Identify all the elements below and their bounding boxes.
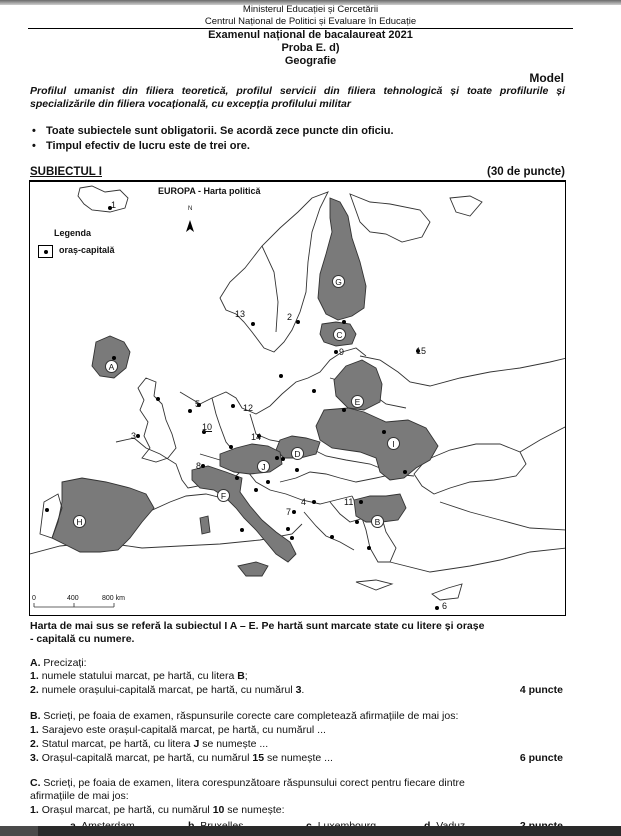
state-G-finland <box>318 198 366 320</box>
city-label-4: 4 <box>301 497 307 507</box>
center-name: Centrul Național de Politici și Evaluare în Educație <box>204 16 417 27</box>
state-marker-D: D <box>291 447 304 460</box>
viewer-bottom-bar <box>0 826 621 836</box>
state-marker-A: A <box>105 360 118 373</box>
part-b-item-3: 3. Orașul-capitală marcat, pe hartă, cu numărul 15 se numește ... <box>30 752 333 764</box>
iceland-outline <box>78 186 128 212</box>
section-title: SUBIECTUL I <box>30 166 102 178</box>
part-c-instruction-line2: afirmațiile de mai jos: <box>30 790 129 802</box>
state-marker-J: J <box>257 460 270 473</box>
rules-list <box>30 124 570 154</box>
city-label-10: 10 <box>202 422 213 432</box>
rule-item: • Timpul efectiv de lucru este de trei ore. <box>30 139 570 154</box>
cyprus-outline <box>432 584 462 600</box>
kola-outline <box>350 194 430 242</box>
part-a-label: A. <box>30 657 41 669</box>
city-label-9: 9 <box>339 347 345 357</box>
city-label-5: 5 <box>195 399 201 409</box>
europe-map <box>29 180 566 616</box>
capital-legend-icon <box>38 245 53 258</box>
city-label-11: 11 <box>344 497 354 507</box>
sardinia <box>200 516 210 534</box>
state-marker-I: I <box>387 437 400 450</box>
state-marker-G: G <box>332 275 345 288</box>
part-b-item-1: 1. Sarajevo este orașul-capitală marcat, pe hartă, cu numărul ... <box>30 724 326 736</box>
city-label-8: 8 <box>196 461 202 471</box>
scale-label-0: 0 <box>32 595 36 602</box>
part-c-item-1: 1. Orașul marcat, pe hartă, cu numărul 10 se numește: <box>30 804 285 816</box>
britain-outline <box>138 378 176 462</box>
state-J-austria <box>220 444 282 474</box>
scale-bar <box>34 603 114 607</box>
city-label-7: 7 <box>286 507 292 517</box>
exam-title: Examenul național de bacalaureat 2021 <box>208 29 413 41</box>
ministry-name: Ministerul Educației și Cercetării <box>242 4 379 15</box>
state-marker-B: B <box>371 515 384 528</box>
part-c-instruction: Scrieți, pe foaia de examen, litera corespunzătoare răspunsului corect pentru fiecare dintre <box>43 777 465 789</box>
part-a-instruction: Precizați: <box>43 657 87 669</box>
part-b-points: 6 puncte <box>519 752 563 764</box>
part-b-heading <box>30 710 565 723</box>
test-name: Proba E. d) <box>281 42 340 54</box>
map-intro-line1: Harta de mai sus se referă la subiectul I A – E. Pe hartă sunt marcate state cu litere și orașe <box>30 620 485 632</box>
north-arrow-icon <box>186 220 194 232</box>
state-H-spain <box>52 478 154 552</box>
city-label-13: 13 <box>235 309 246 319</box>
part-b-item-2: 2. Statul marcat, pe hartă, cu litera J se numește ... <box>30 738 269 750</box>
rule-item: • Toate subiectele sunt obligatorii. Se acordă zece puncte din oficiu. <box>30 124 570 139</box>
model-label: Model <box>529 71 564 85</box>
city-label-6: 6 <box>442 601 448 611</box>
norway-sweden-border <box>262 246 278 332</box>
part-a-points: 4 puncte <box>519 684 563 696</box>
legend-title: Legenda <box>54 228 92 238</box>
part-c-label: C. <box>30 777 41 789</box>
city-label-1: 1 <box>111 200 117 210</box>
state-marker-C: C <box>333 328 346 341</box>
part-a-item-2: 2. numele orașului-capitală marcat, pe hartă, cu numărul 3. <box>30 684 305 696</box>
state-marker-F: F <box>217 489 230 502</box>
part-b-label: B. <box>30 710 41 722</box>
legend-item: oraș-capitală <box>59 245 115 255</box>
state-marker-H: H <box>73 515 86 528</box>
sicily <box>238 562 268 576</box>
profile-description: Profilul umanist din filiera teoretică, profilul servicii din filiera tehnologică și toate profilurile și specializările din filiera vocațională, cu excepția profilului militar <box>30 85 565 110</box>
city-label-14: 14 <box>251 432 262 442</box>
part-b-instruction: Scrieți, pe foaia de examen, răspunsurile corecte care completează afirmațiile de mai jos: <box>43 710 459 722</box>
city-label-12: 12 <box>243 403 254 413</box>
state-I-ukraine <box>316 408 438 480</box>
state-F-italy <box>192 466 296 562</box>
section-points: (30 de puncte) <box>487 166 565 178</box>
city-label-3: 3 <box>131 431 137 441</box>
part-a-heading <box>30 657 565 670</box>
subject-name: Geografie <box>284 55 337 67</box>
city-label-2: 2 <box>287 312 293 322</box>
north-label: N <box>188 206 193 212</box>
part-a-item-1: 1. numele statului marcat, pe hartă, cu litera B; <box>30 670 248 682</box>
part-c-heading <box>30 777 565 790</box>
state-marker-E: E <box>351 395 364 408</box>
map-intro-line2: - capitală cu numere. <box>30 633 135 645</box>
map-title: EUROPA - Harta politică <box>158 186 261 196</box>
scale-label-800: 800 km <box>102 595 125 602</box>
scale-label-400: 400 <box>67 595 79 602</box>
city-label-15: 15 <box>416 346 427 356</box>
